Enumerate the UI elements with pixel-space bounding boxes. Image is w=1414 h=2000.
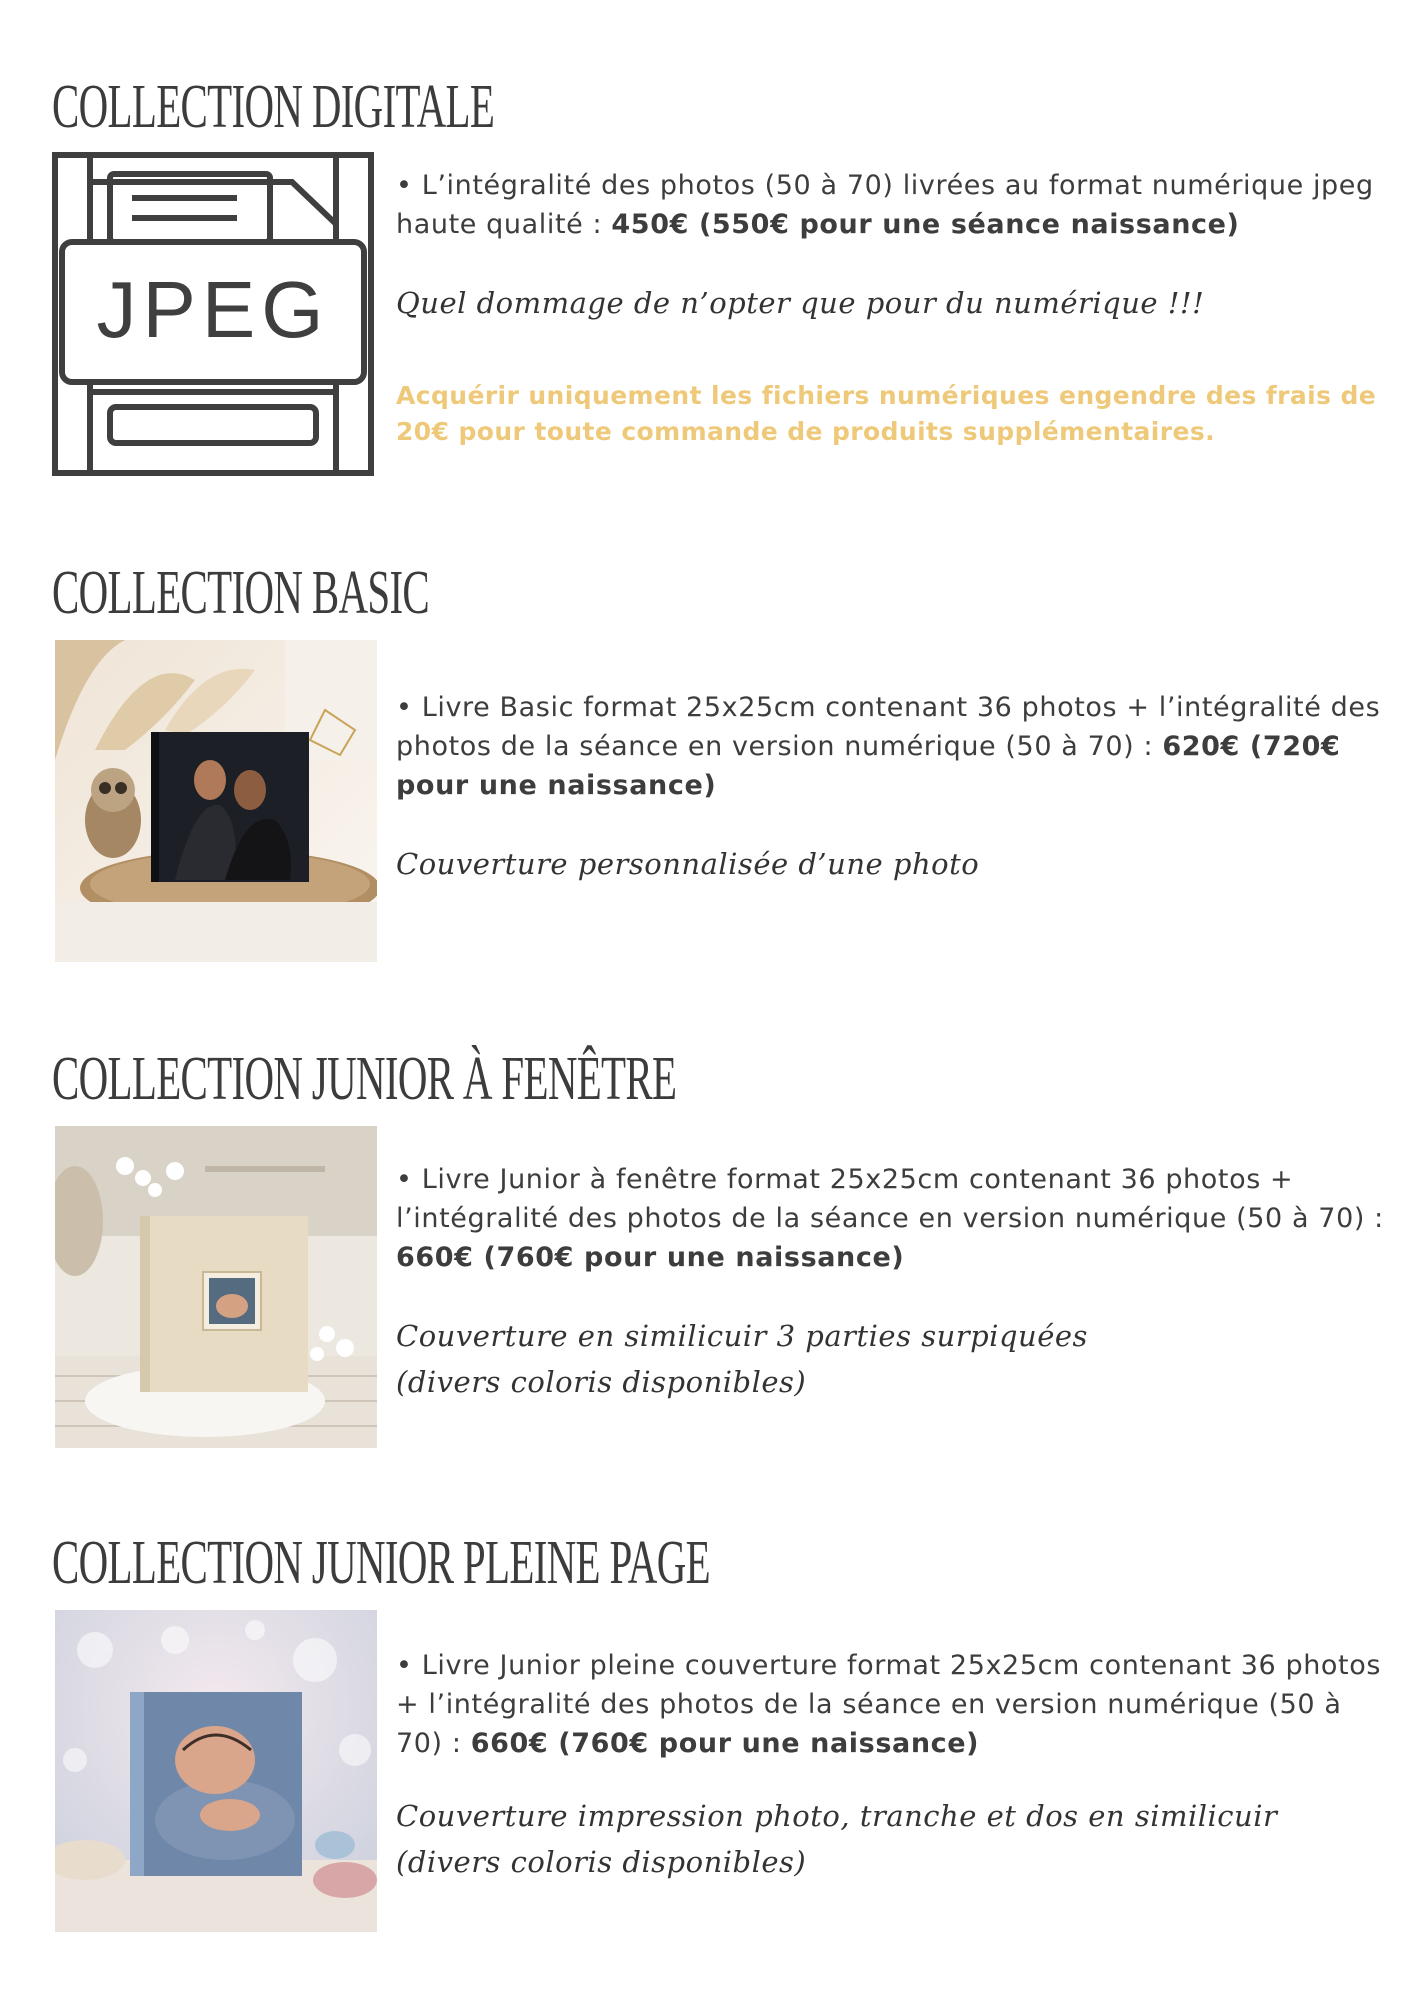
jpeg-file-icon (52, 152, 374, 476)
junior-pleine-description: • Livre Junior pleine couverture format 25x25cm contenant 36 photos + l’intégralité des photos de la séance en version numérique (50 à 70) : 660€ (760€ pour une naissance) (396, 1650, 1382, 1759)
digitale-description: • L’intégralité des photos (50 à 70) livrées au format numérique jpeg haute qualité : 450€ (550€ pour une séance naissance) (396, 170, 1374, 240)
basic-description: • Livre Basic format 25x25cm contenant 36 photos + l’intégralité des photos de la séance en version numérique (50 à 70) : 620€ (720€ pour une naissance) (396, 692, 1381, 801)
junior-pleine-album-photo (55, 1610, 377, 1932)
section-title-digitale: COLLECTION DIGITALE (52, 73, 495, 141)
junior-pleine-script-1: Couverture impression photo, tranche et dos en similicuir (396, 1799, 1278, 1833)
junior-fenetre-text (396, 1160, 1396, 1405)
basic-price: 620€ (720€ pour une naissance) (396, 731, 1341, 801)
junior-fenetre-album-photo (55, 1126, 377, 1448)
digitale-text (396, 166, 1396, 450)
junior-fenetre-description: • Livre Junior à fenêtre format 25x25cm contenant 36 photos + l’intégralité des photos de la séance en version numérique (50 à 70) : 660€ (760€ pour une naissance) (396, 1164, 1384, 1273)
jpeg-label: JPEG (96, 265, 330, 354)
junior-pleine-text (396, 1646, 1396, 1885)
junior-fenetre-script-1: Couverture en similicuir 3 parties surpiquées (396, 1319, 1088, 1353)
junior-fenetre-price: 660€ (760€ pour une naissance) (396, 1242, 905, 1273)
digitale-note: Acquérir uniquement les fichiers numériques engendre des frais de 20€ pour toute commande de produits supplémentaires. (396, 381, 1377, 446)
digitale-script: Quel dommage de n’opter que pour du numérique !!! (396, 286, 1205, 320)
section-title-junior-fenetre: COLLECTION JUNIOR À FENÊTRE (52, 1045, 677, 1113)
basic-text (396, 688, 1396, 887)
digitale-price: 450€ (550€ pour une séance naissance) (611, 209, 1240, 240)
basic-script: Couverture personnalisée d’une photo (396, 847, 980, 881)
junior-fenetre-script-2: (divers coloris disponibles) (396, 1365, 807, 1399)
junior-pleine-script-2: (divers coloris disponibles) (396, 1845, 807, 1879)
section-title-junior-pleine: COLLECTION JUNIOR PLEINE PAGE (52, 1529, 710, 1597)
section-title-basic: COLLECTION BASIC (52, 559, 430, 627)
basic-album-photo (55, 640, 377, 962)
junior-pleine-price: 660€ (760€ pour une naissance) (470, 1728, 980, 1759)
